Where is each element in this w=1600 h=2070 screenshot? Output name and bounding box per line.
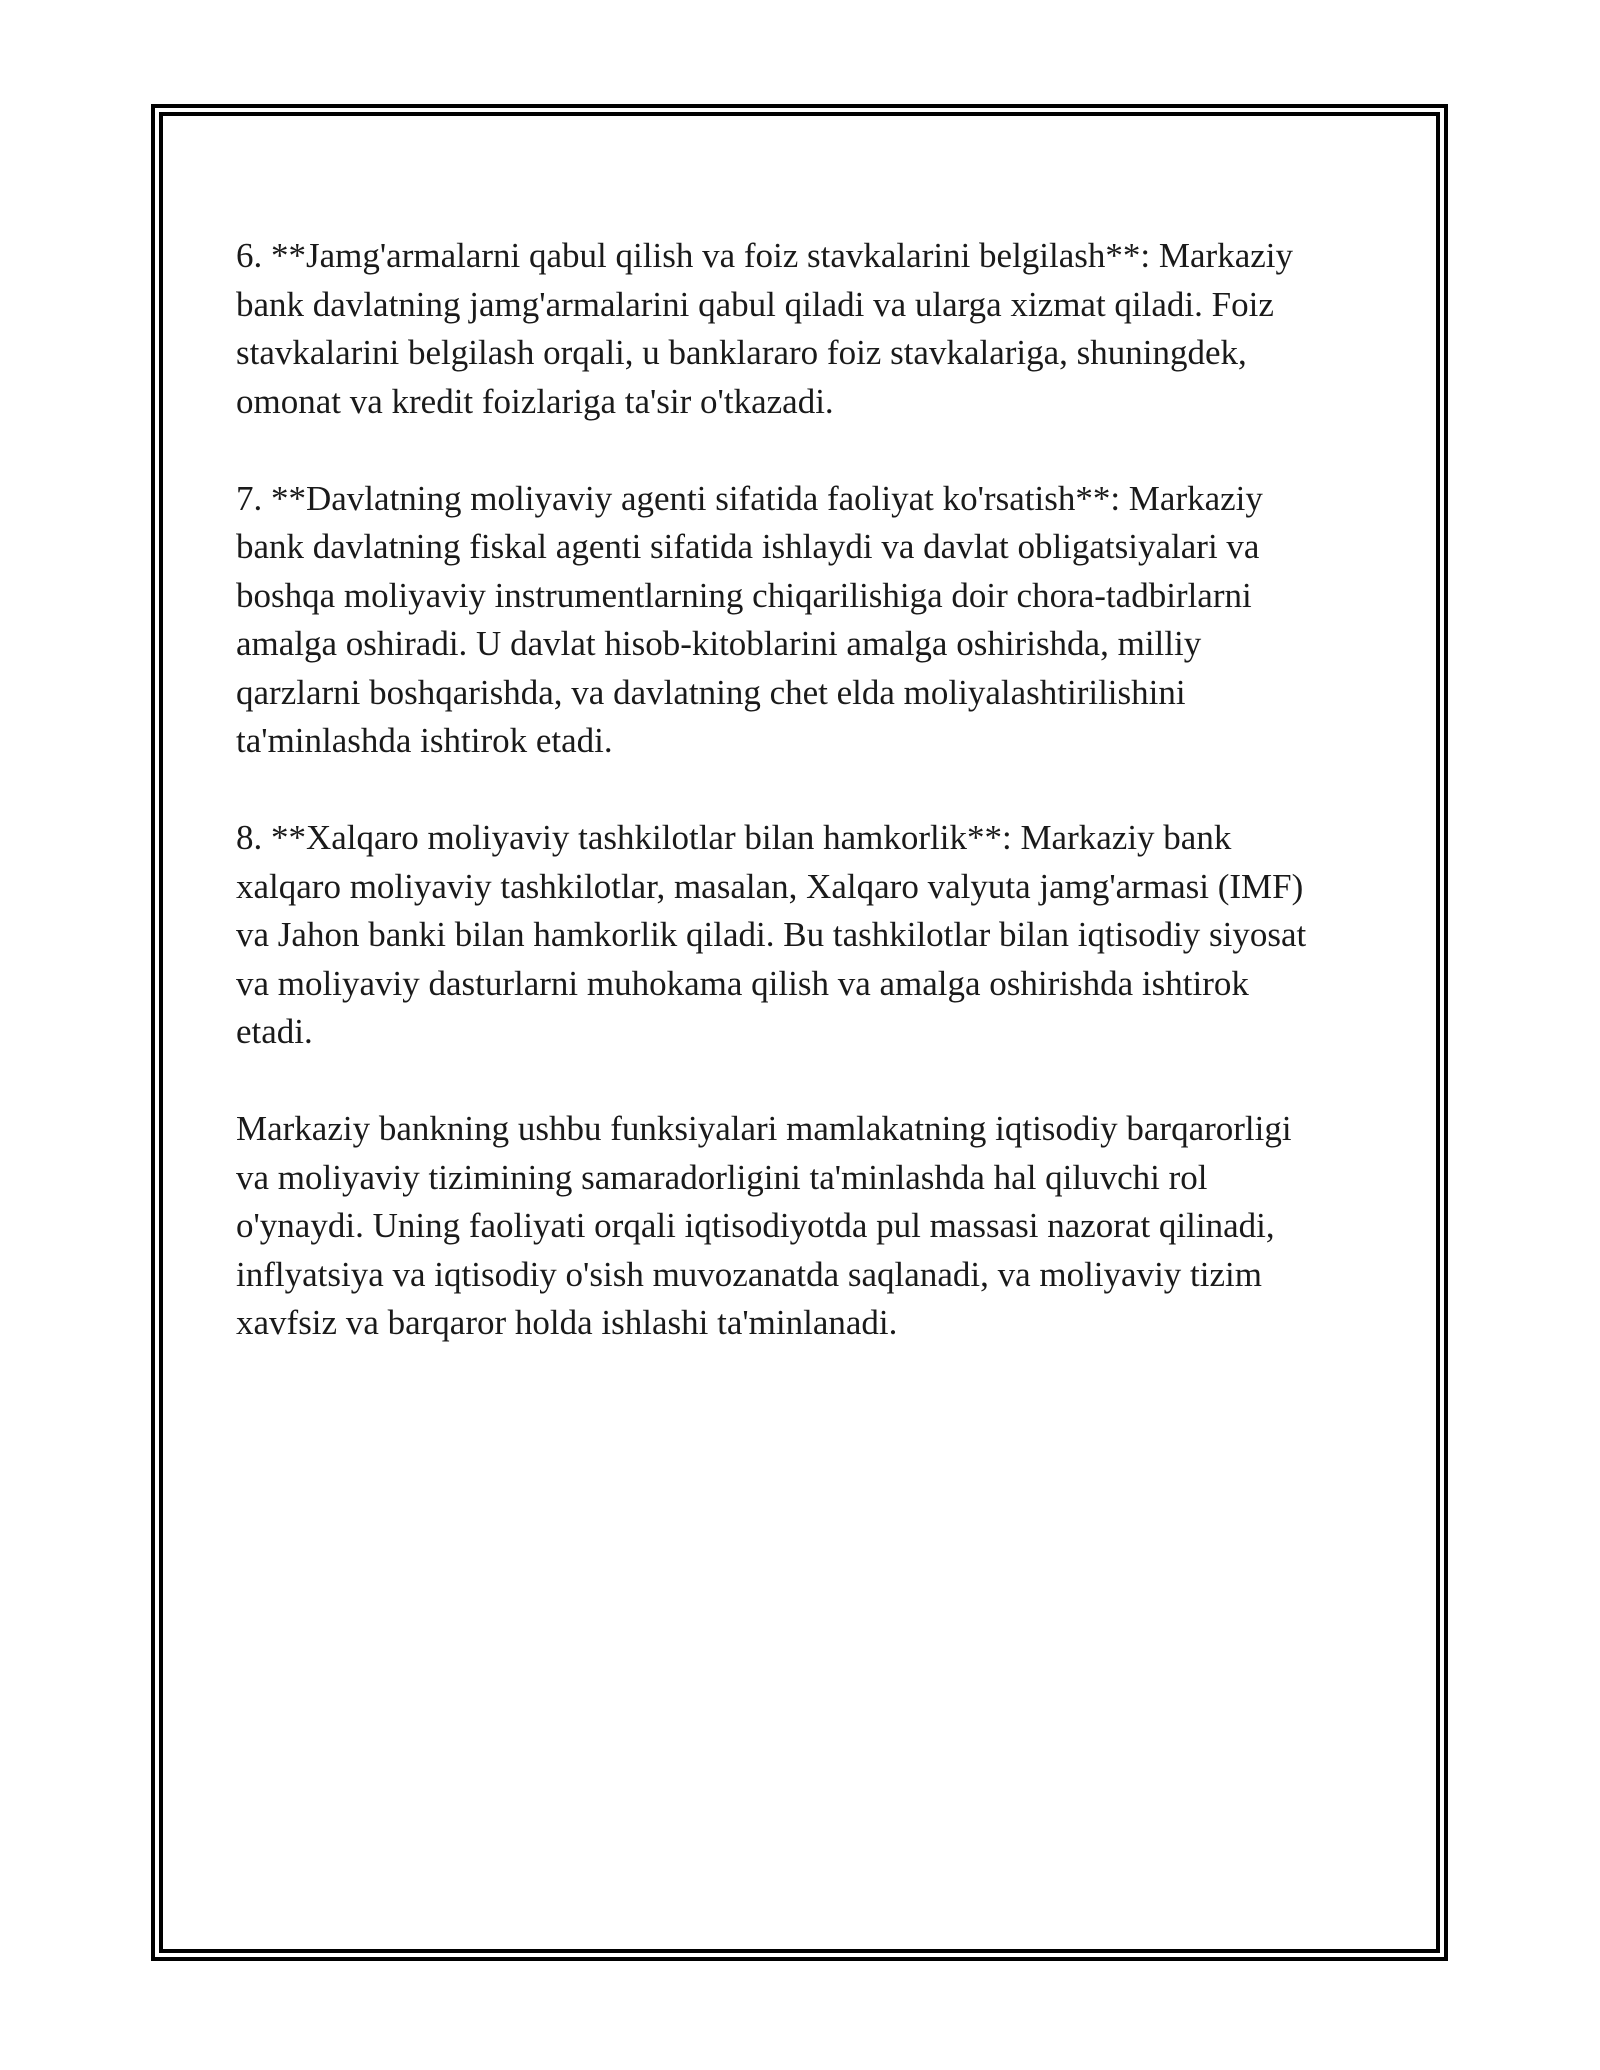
paragraph-8-international-cooperation: 8. **Xalqaro moliyaviy tashkilotlar bilan hamkorlik**: Markaziy bank xalqaro moliyaviy tashkilotlar, masalan, Xalqaro valyuta jamg'armasi (IMF) va Jahon banki bilan hamkorlik qiladi. Bu tashkilotlar bilan iqtisodiy siyosat va moliyaviy dasturlarni muhokama qilish va amalga oshirishda ishtirok etadi. bbox=[236, 818, 1307, 1051]
paragraph-conclusion: Markaziy bankning ushbu funksiyalari mamlakatning iqtisodiy barqarorligi va moliyaviy tizimining samaradorligini ta'minlashda hal qiluvchi rol o'ynaydi. Uning faoliyati orqali iqtisodiyotda pul massasi nazorat qilinadi, inflyatsiya va iqtisodiy o'sish muvozanatda saqlanadi, va moliyaviy tizim xavfsiz va barqaror holda ishlashi ta'minlanadi. bbox=[236, 1109, 1292, 1342]
document-body bbox=[236, 232, 1366, 1396]
paragraph-6-deposits-interest-rates: 6. **Jamg'armalarni qabul qilish va foiz stavkalarini belgilash**: Markaziy bank davlatning jamg'armalarini qabul qiladi va ularga xizmat qiladi. Foiz stavkalarini belgilash orqali, u banklararo foiz stavkalariga, shuningdek, omonat va kredit foizlariga ta'sir o'tkazadi. bbox=[236, 236, 1293, 421]
paragraph-7-fiscal-agent: 7. **Davlatning moliyaviy agenti sifatida faoliyat ko'rsatish**: Markaziy bank davlatning fiskal agenti sifatida ishlaydi va davlat obligatsiyalari va boshqa moliyaviy instrumentlarning chiqarilishiga doir chora-tadbirlarni amalga oshiradi. U davlat hisob-kitoblarini amalga oshirishda, milliy qarzlarni boshqarishda, va davlatning chet elda moliyalashtirilishini ta'minlashda ishtirok etadi. bbox=[236, 478, 1263, 760]
